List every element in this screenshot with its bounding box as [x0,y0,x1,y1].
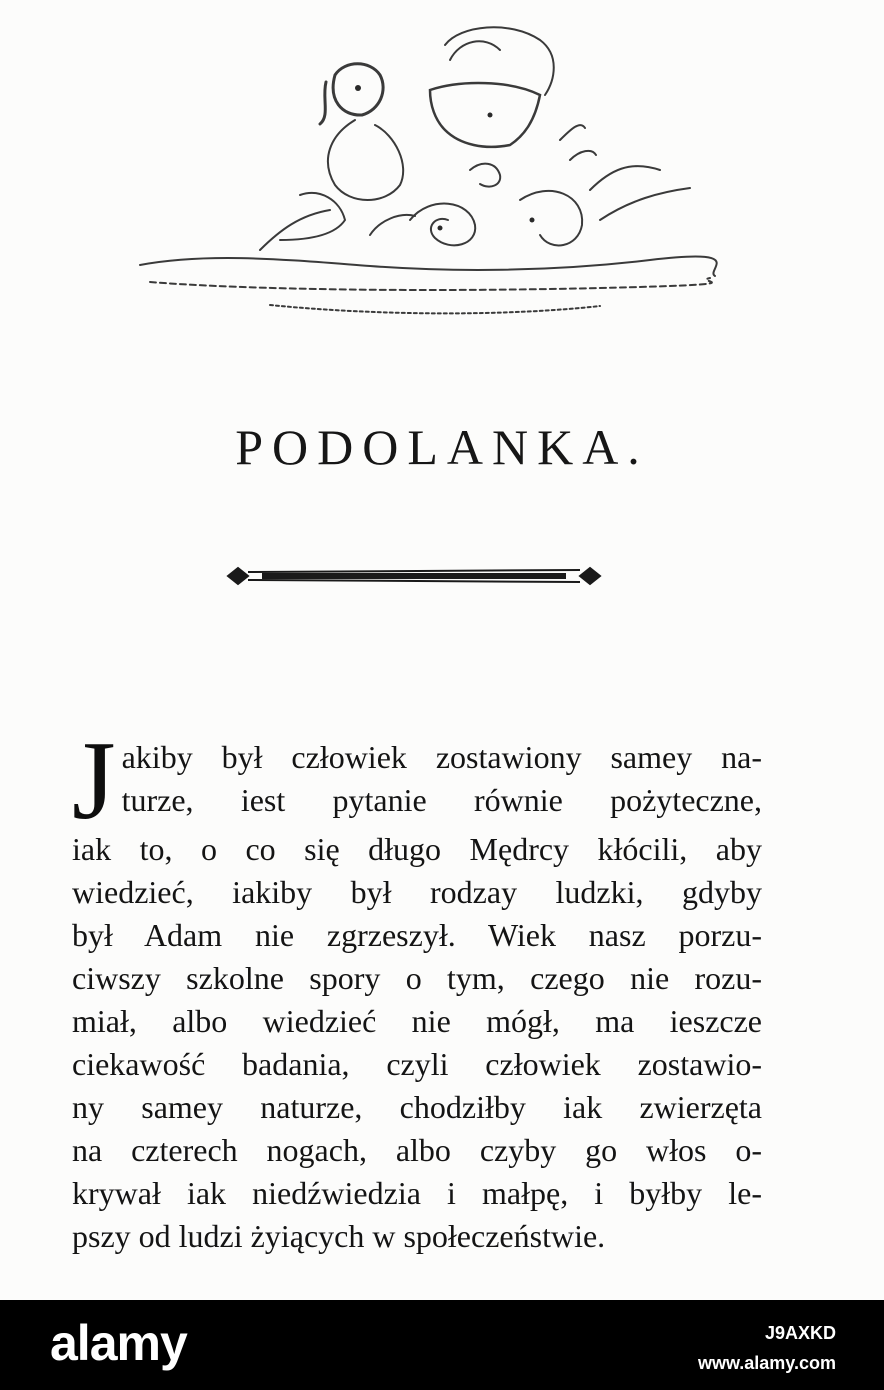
text-line: był Adam nie zgrzeszył. Wiek nasz porzu- [72,917,762,953]
ornamental-rule-icon [222,558,606,594]
text-line: wiedzieć, iakiby był rodzay ludzki, gdyby [72,874,762,910]
brand-logo: alamy [50,1315,187,1371]
text-line: iak to, o co się długo Mędrcy kłócili, aby [72,831,762,867]
text-line: miał, albo wiedzieć nie mógł, ma ieszcze [72,1003,762,1039]
text-line: krywał iak niedźwiedzia i małpę, i byłby le- [72,1175,762,1211]
text-line: akiby był człowiek zostawiony samey na- [121,739,762,775]
cherub-ornament-icon [130,20,720,330]
drop-cap: J [72,719,116,843]
site-url: www.alamy.com [697,1353,836,1373]
text-line: pszy od ludzi żyiących w społeczeństwie. [72,1218,606,1254]
text-line: ciwszy szkolne spory o tym, czego nie rozu- [72,960,762,996]
body-paragraph [72,719,762,1258]
text-line: ciekawość badania, czyli człowiek zostawio- [72,1046,762,1082]
image-credit [698,1318,836,1378]
watermark-footer [0,1300,884,1390]
text-line: ny samey naturze, chodziłby iak zwierzęta [72,1089,762,1125]
text-line: na czterech nogach, albo czyby go włos o- [72,1132,762,1168]
text-line: turze, iest pytanie równie pożyteczne, [121,782,762,818]
page-title: PODOLANKA. [235,419,649,475]
image-id: J9AXKD [764,1323,836,1343]
